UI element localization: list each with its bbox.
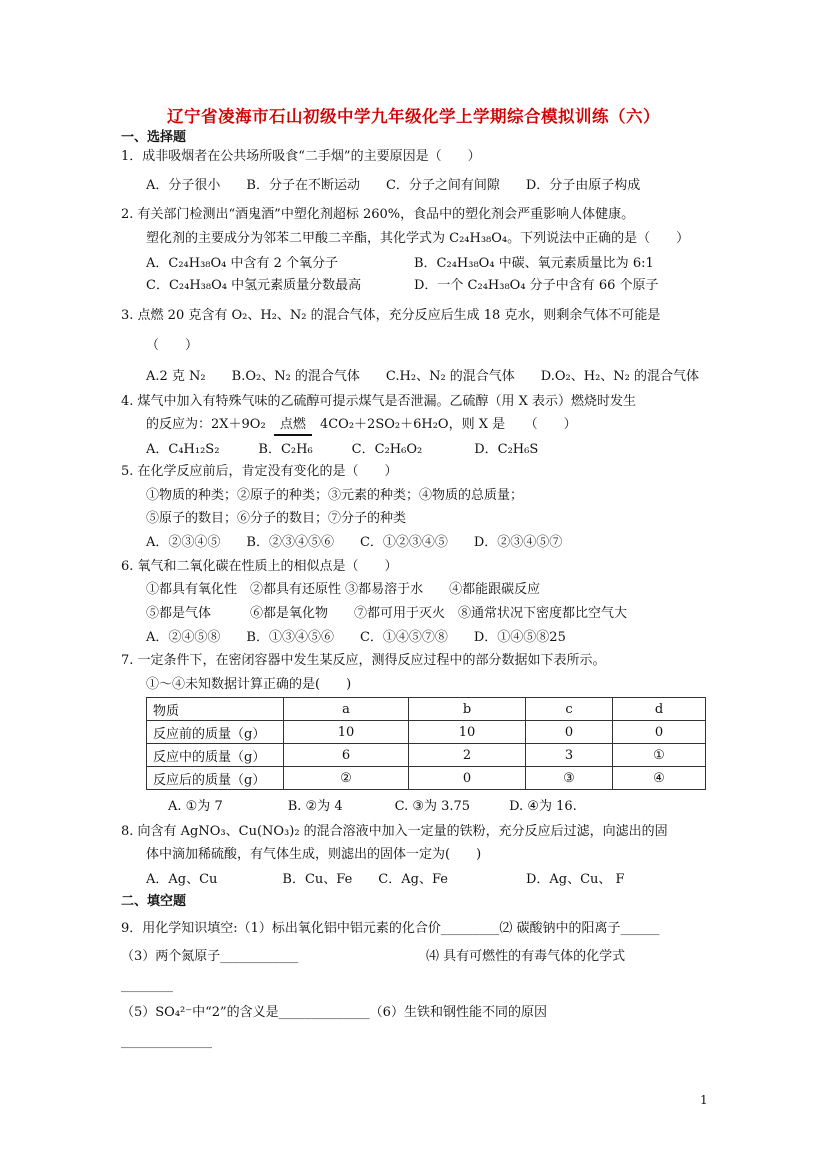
question-9-blank-line-2: ______________ [121,1034,212,1049]
question-2-option-a: A．C₂₄H₃₈O₄ 中含有 2 个氧分子 [146,256,339,271]
table-header-cell: c [526,698,613,721]
table-row [147,744,706,767]
table-header-row [147,698,706,721]
question-9-line2-left: （3）两个氮原子____________ [121,949,299,964]
table-cell: 10 [284,721,409,744]
table-header-cell: a [284,698,409,721]
question-2-option-b: B．C₂₄H₃₈O₄ 中碳、氧元素质量比为 6:1 [414,256,654,271]
question-6-line2: ⑤都是气体 ⑥都是氧化物 ⑦都可用于灭火 ⑧通常状况下密度都比空气大 [146,606,628,621]
question-2-option-d: D．一个 C₂₄H₃₈O₄ 分子中含有 66 个原子 [414,278,659,293]
table-row [147,767,706,790]
question-2-stem-line1: 2. 有关部门检测出“酒鬼酒”中塑化剂超标 260%，食品中的塑化剂会严重影响人体健康。 [121,207,635,222]
question-8-stem-line2: 体中滴加稀硫酸，有气体生成，则滤出的固体一定为( ) [146,847,482,862]
question-6-stem: 6. 氧气和二氧化碳在性质上的相似点是（ ） [121,559,398,574]
section-heading-choice: 一、选择题 [121,130,187,145]
table-cell: 0 [526,721,613,744]
table-cell: 反应中的质量（g） [147,744,284,767]
table-cell: 反应后的质量（g） [147,767,284,790]
question-7-stem: 7. 一定条件下，在密闭容器中发生某反应，测得反应过程中的部分数据如下表所示。 [121,653,606,668]
question-6-line1: ①都具有氧化性 ②都具有还原性 ③都易溶于水 ④都能跟碳反应 [146,582,541,597]
question-9-line1: 9．用化学知识填空:（1）标出氧化铝中铝元素的化合价_________⑵ 碳酸钠中的阳离子______ [121,921,660,936]
table-cell: ① [613,744,706,767]
page-number: 1 [700,1093,708,1107]
question-7-options: A. ①为 7 B. ②为 4 C. ③为 3.75 D. ④为 16. [168,799,577,814]
question-7-subquestion: ①～④未知数据计算正确的是( ) [146,677,352,692]
question-5-options: A．②③④⑤ B．②③④⑤⑥ C．①②③④⑤ D．②③④⑤⑦ [146,535,563,550]
table-cell: 0 [613,721,706,744]
table-row [147,721,706,744]
table-cell: ② [284,767,409,790]
question-1-stem: 1．成非吸烟者在公共场所吸食“二手烟”的主要原因是（ ） [121,149,481,164]
question-4-stem-line1: 4. 煤气中加入有特殊气味的乙硫醇可提示煤气是否泄漏。乙硫醇（用 X 表示）燃烧时发生 [121,394,637,409]
table-cell: 反应前的质量（g） [147,721,284,744]
question-4-stem-line2 [146,416,577,436]
table-cell: 2 [409,744,526,767]
question-2-option-c: C．C₂₄H₃₈O₄ 中氢元素质量分数最高 [146,278,362,293]
question-5-line2: ⑤原子的数目；⑥分子的数目；⑦分子的种类 [146,511,407,526]
question-3-paren: （ ） [146,338,199,353]
table-cell: 0 [409,767,526,790]
table-cell: ③ [526,767,613,790]
question-3-stem: 3. 点燃 20 克含有 O₂、H₂、N₂ 的混合气体，充分反应后生成 18 克水，则剩余气体不可能是 [121,308,661,323]
data-table [146,697,706,790]
document-title: 辽宁省凌海市石山初级中学九年级化学上学期综合模拟训练（六） [167,107,660,126]
table-header-cell: d [613,698,706,721]
question-5-stem: 5. 在化学反应前后，肯定没有变化的是（ ） [121,464,398,479]
table-header-cell: b [409,698,526,721]
question-2-stem-line2: 塑化剂的主要成分为邻苯二甲酸二辛酯，其化学式为 C₂₄H₃₈O₄。下列说法中正确的是（ ） [146,231,690,246]
question-8-options: A．Ag、Cu B．Cu、Fe C．Ag、Fe D．Ag、Cu、 F [146,872,625,887]
reaction-left-side: 的反应为：2X＋9O₂ [146,417,266,432]
section-heading-fill: 二、填空题 [121,894,187,909]
question-1-options: A．分子很小 B．分子在不断运动 C．分子之间有间隙 D．分子由原子构成 [146,178,641,193]
question-6-options: A．②④⑤⑧ B．①③④⑤⑥ C．①④⑤⑦⑧ D．①④⑤⑧25 [146,630,566,645]
question-5-line1: ①物质的种类；②原子的种类；③元素的种类；④物质的总质量； [146,488,524,503]
question-9-line2-right: ⑷ 具有可燃性的有毒气体的化学式 [426,949,626,964]
question-3-options: A.2 克 N₂ B.O₂、N₂ 的混合气体 C.H₂、N₂ 的混合气体 D.O₂、H₂、N₂ 的混合气体 [146,369,700,384]
table-cell: 3 [526,744,613,767]
reaction-condition: 点燃 [274,416,312,436]
question-9-blank-line: ________ [121,978,173,993]
table-header-cell: 物质 [147,698,284,721]
table-cell: 6 [284,744,409,767]
reaction-right-side: 4CO₂＋2SO₂＋6H₂O，则 X 是 （ ） [319,417,577,432]
table-cell: ④ [613,767,706,790]
question-8-stem-line1: 8. 向含有 AgNO₃、Cu(NO₃)₂ 的混合溶液中加入一定量的铁粉，充分反应后过滤，向滤出的固 [121,824,668,839]
question-4-options: A．C₄H₁₂S₂ B．C₂H₆ C．C₂H₆O₂ D．C₂H₆S [146,442,539,457]
question-9-line4: （5）SO₄²⁻中“2”的含义是______________（6）生铁和钢性能不同的原因 [121,1005,547,1020]
table-cell: 10 [409,721,526,744]
